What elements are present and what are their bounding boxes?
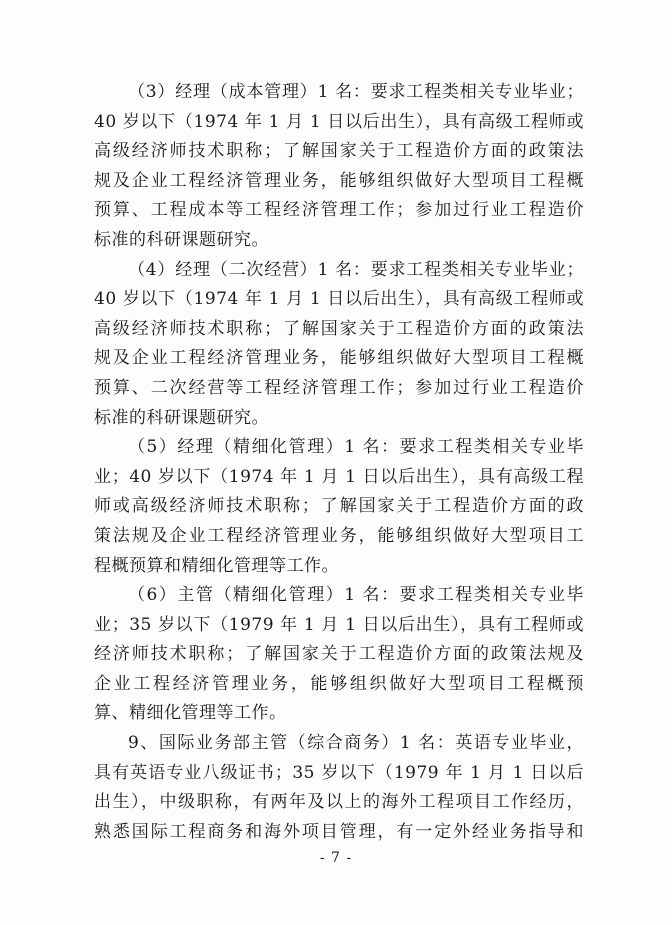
text-line: 标准的科研课题研究。: [94, 407, 269, 428]
text-line: 规及企业工程经济管理业务，能够组织做好大型项目工程概: [94, 348, 584, 369]
paragraph-international-business-supervisor: [94, 729, 584, 847]
text-line: 经济师技术职称；了解国家关于工程造价方面的政策法规及: [94, 644, 584, 665]
text-line: 业；35 岁以下（1979 年 1 月 1 日以后出生），具有工程师或: [94, 614, 584, 635]
document-body: [94, 78, 584, 847]
text-line: 高级经济师技术职称；了解国家关于工程造价方面的政策法: [94, 318, 584, 339]
page-number: - 7 -: [319, 850, 353, 866]
text-line: 程概预算和精细化管理等工作。: [94, 555, 339, 576]
text-line: （3）经理（成本管理）1 名：要求工程类相关专业毕业；: [128, 82, 584, 102]
paragraph-refined-management-supervisor: [94, 581, 584, 729]
text-line: 40 岁以下（1974 年 1 月 1 日以后出生），具有高级工程师或: [94, 111, 584, 132]
text-line: 企业工程经济管理业务，能够组织做好大型项目工程概预: [94, 673, 584, 694]
text-line: 规及企业工程经济管理业务，能够组织做好大型项目工程概: [94, 170, 584, 191]
text-line: 标准的科研课题研究。: [94, 229, 269, 250]
text-line: 9、国际业务部主管（综合商务）1 名：英语专业毕业，: [128, 733, 584, 754]
text-line: 具有英语专业八级证书；35 岁以下（1979 年 1 月 1 日以后: [94, 762, 584, 783]
text-line: 高级经济师技术职称；了解国家关于工程造价方面的政策法: [94, 141, 584, 162]
text-line: 出生），中级职称，有两年及以上的海外工程项目工作经历，: [94, 792, 584, 813]
text-line: 算、精细化管理等工作。: [94, 703, 287, 724]
text-line: （4）经理（二次经营）1 名：要求工程类相关专业毕业；: [128, 259, 584, 280]
text-line: 预算、工程成本等工程经济管理工作；参加过行业工程造价: [94, 200, 584, 221]
paragraph-secondary-operation-manager: [94, 256, 584, 434]
text-line: 预算、二次经营等工程经济管理工作；参加过行业工程造价: [94, 377, 584, 398]
paragraph-cost-manager: [94, 78, 584, 256]
text-line: 熟悉国际工程商务和海外项目管理，有一定外经业务指导和: [94, 821, 584, 842]
text-line: 40 岁以下（1974 年 1 月 1 日以后出生），具有高级工程师或: [94, 289, 584, 310]
text-line: 业；40 岁以下（1974 年 1 月 1 日以后出生），具有高级工程: [94, 466, 584, 487]
paragraph-refined-management-manager: [94, 433, 584, 581]
text-line: 师或高级经济师技术职称；了解国家关于工程造价方面的政: [94, 496, 584, 517]
text-line: （6）主管（精细化管理）1 名：要求工程类相关专业毕: [128, 585, 584, 606]
text-line: （5）经理（精细化管理）1 名：要求工程类相关专业毕: [128, 437, 584, 458]
text-line: 策法规及企业工程经济管理业务，能够组织做好大型项目工: [94, 525, 584, 546]
